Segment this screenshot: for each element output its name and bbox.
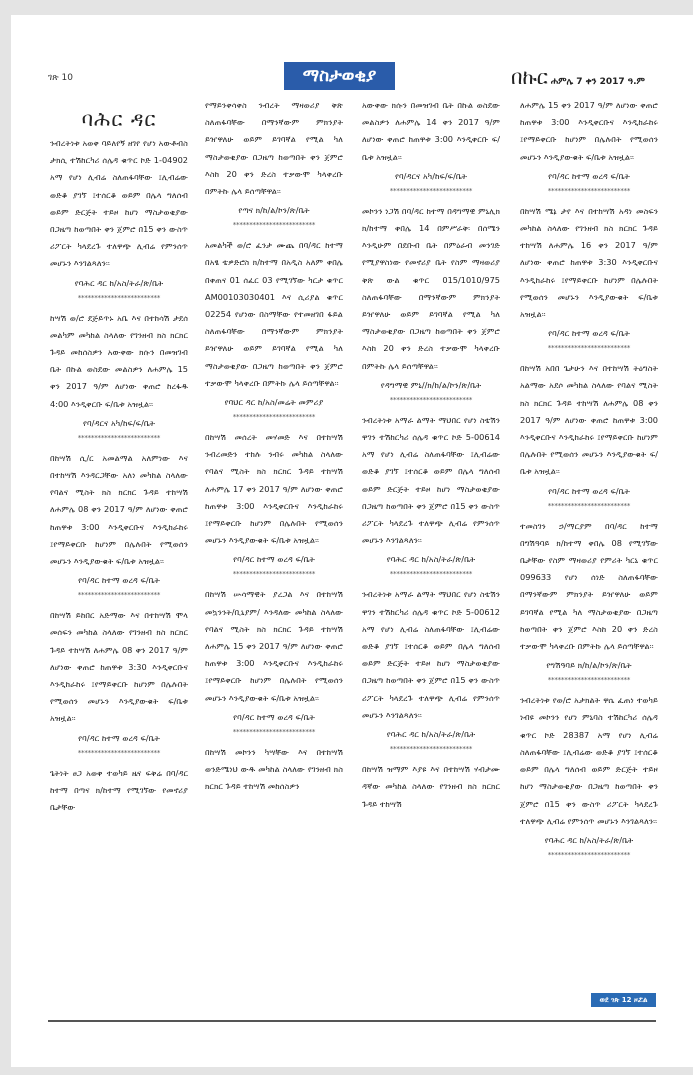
notice-text: በከሣሽ ሡሳማዊት ያረጋል እና በተከሣሽ መኳንንት/ቢኒያም/ እንዳለው መካከል ስላለው የባልና ሚስት ክስ ክርክር ጉዳይ ተከሣሽ ለሐምሌ 15 ቀን 2017 ዓ/ም ለሆነው ቀጠሮ ከጠዋቱ 3:00 እንዲቀርቡና እንዲከራከሩ ፤የማይቀርቡ ከሆነም በሌሉበት የሚወሰን መሆኑን እንዲያውቁት ፍ/ቤቱ አዝዟል፡፡: [205, 589, 343, 703]
notice-text: ንብረትነቱ የወ/ሮ አታክልት ዋሴ ፈጠነ ተወካይ ነብዩ መኮንን የሆነ ምኒባስ ተሽከርካሪ ሰሌዳ ቁጥር ኮድ 28387 አማ የሆነ ሊብሬ ስለጠፋባቸው ፤ሊብሬው ወድቆ ያገኘ ፤ተሰርቆ ወይም በሌላ ግለሰብ ወይም ድርጅት ተይዞ ከሆነ ማስታወቂያው በጋዜጣ ከወጣበት ቀን ጀምሮ በ15 ቀን ውስጥ ሪፖርት ካላደረጉ ተለዋጭ ሊብሬ የምንሰጥ መሆኑን እንገልጻለን፡፡: [520, 695, 658, 826]
notice-text: በከሣሽ ሲ/ር አመልማል አለምነው እና በተከሣሽ እንዳርጋቸው አለነ መካከል ስላለው የባልና ሚስት ክስ ክርክር ጉዳይ ተከሣሽ ለሐምሌ 08 ቀን 2017 ዓ/ም ለሆነው ቀጠሮ ከጠዋቱ 3:00 እንዲቀርቡና እንዲከራከሩ ፤የማይቀርቡ ከሆነም በሌሉበት የሚወሰን መሆኑን እንዲያውቁት ፍ/ቤቱ አዝዟል፡፡: [50, 452, 188, 567]
notice-signature: የባህር ዳር ከ/አስ/መሬት መምሪያ: [224, 397, 324, 408]
notice-signature: የባ/ዳር ከተማ ወረዳ ፍ/ቤት: [548, 485, 630, 496]
star-separator: *************************: [389, 395, 473, 404]
star-separator: *************************: [77, 433, 161, 442]
bottom-divider: [48, 1020, 656, 1022]
star-separator: *************************: [77, 591, 161, 600]
notice-text: ንብረትነቱ አማራ ልማት ማህበር የሆነ ስቴሽን ዋገን ተሽከርካሪ ሰሌዳ ቁጥር ኮድ 5-00614 አማ የሆነ ሊብሬ ስለጠፋባቸው ፤ሊብሬው ወድቆ ያገኘ ፤ተሰርቆ ወይም በሌላ ግለሰብ ወይም ድርጅት ተይዞ ከሆነ ማስታወቂያው በጋዜጣ ከወጣበት ቀን ጀምሮ በ15 ቀን ውስጥ ሪፖርት ካላደረጉ ተለዋጭ ሊብሬ የምንሰጥ መሆኑን እንገልጻለን፡፡: [362, 414, 500, 546]
notice-text: በከሣሽ መሰረት መሃመድ እና በተከሣሽ ንብረመድን ተከሉ ንብሩ መካከል ስላለው የባልና ሚስት ክስ ክርክር ጉዳይ ተከሣሽ ለሐምሌ 17 ቀን 2017 ዓ/ም ለሆነው ቀጠሮ ከጠዋቱ 3:00 እንዲቀርቡና እንዲከራከሩ ፤የማይቀርቡ ከሆነም በሌሉበት የሚወሰን መሆኑን እንዲያውቁት ፍ/ቤቱ አዝዟል፡፡: [205, 432, 343, 546]
notice-text: በከሣሽ ዝማም እያዩ እና በተከሣሽ ሃብታሙ ዳኛው መካከል ስላለው የገንዘብ ክስ ክርክር ጉዳይ ተከሣሽ: [362, 764, 500, 809]
column-3: [362, 97, 500, 1014]
notice-columns: [50, 97, 660, 1014]
notice-text: ጌትነት ፀጋ አወቀ ተወካይ ዜና ፍቅሬ በባ/ዳር ከተማ በጣና ክ/ከተማ የሚገኘው የመኖሪያ ቤታቸው: [50, 767, 188, 813]
star-separator: *************************: [547, 676, 631, 685]
notice-signature: የባሕር ዳር ከ/አስ/ትራ/ጽ/ቤት: [74, 277, 164, 288]
section-title: ማስታወቂያ: [284, 62, 395, 90]
star-separator: *************************: [547, 501, 631, 510]
star-separator: *************************: [232, 413, 316, 422]
notice-signature: የባ/ዳር ከተማ ወረዳ ፍ/ቤት: [78, 575, 160, 586]
star-separator: *************************: [389, 186, 473, 195]
notice-signature: የባ/ዳርና አካ/ከፍ/ፍ/ቤት: [82, 417, 156, 428]
newspaper-page: [11, 15, 693, 1067]
star-separator: *************************: [77, 293, 161, 302]
page-header: [11, 15, 693, 95]
notice-text: በከሣሽ መኮንን ካሣቸው እና በተከሣሽ ወንድሜነህ ውዱ መካከል ስላለው የገንዘብ ክስ ክርክር ጉዳይ ተከሣሽ መከሰስዎን: [205, 746, 343, 792]
notice-text: በከሣሽ ሜኔ ታየ እና በተከሣሽ አዳነ መስፍን መካከል ስላለው የገንዘብ ክስ ክርክር ጉዳይ ተከሣሽ ለሐምሌ 16 ቀን 2017 ዓ/ም ለሆነው ቀጠሮ ከጠዋቱ 3:30 እንዲቀርቡና እንዲከራከሩ ፤የማይቀርቡ ከሆነም በሌሉበት የሚወሰን መሆኑን እንዲያውቁት ፍ/ቤቱ አዝዟል፡፡: [520, 205, 658, 320]
notice-signature: የባ/ዳር ከተማ ወረዳ ፍ/ቤት: [78, 732, 160, 743]
notice-signature: የባ/ዳር ከተማ ወረዳ ፍ/ቤት: [548, 170, 630, 181]
notice-signature: የባሕር ዳር ከ/አስ/ትራ/ጽ/ቤት: [386, 729, 476, 740]
notice-signature: የጣና ክ/ከ/ል/ኮን/ጽ/ቤት: [238, 205, 310, 216]
notice-text: በከሣሽ ይከበር አድማው እና በተከሣሽ ሞላ መሰፍን መካከል ስላለው የገንዘብ ክስ ክርክር ጉዳይ ተከሣሽ ለሐምሌ 08 ቀን 2017 ዓ/ም ለሆነው ቀጠሮ ከጠዋቱ 3:30 እንዲቀርቡና እንዲከራከሩ ፤የማይቀርቡ ከሆነም በሌሉበት የሚወሰን መሆኑን እንዲያውቁት ፍ/ቤቱ አዝዟል፡፡: [50, 610, 188, 724]
notice-signature: የዳግማዊ ምኒ//ክ/ከ/ል/ኮን/ጽ/ቤት: [380, 379, 482, 390]
star-separator: *************************: [232, 727, 316, 736]
star-separator: *************************: [389, 745, 473, 754]
masthead: [511, 65, 645, 89]
issue-date: ሐምሌ 7 ቀን 2017 ዓ.ም: [550, 77, 645, 87]
star-separator: *************************: [232, 221, 316, 230]
notice-signature: የባ/ዳር ከተማ ወረዳ ፍ/ቤት: [233, 554, 315, 565]
notice-signature: የባሕር ዳር ከ/አስ/ትራ/ጽ/ቤት: [544, 834, 634, 845]
notice-text: ንብረትነቱ አወቀ ባይለየኝ ዘገየ የሆነ አውቶብስ ታክሲ ተሽከርካሪ ሰሌዳ ቁጥር ኮድ 1-04902 አማ የሆነ ሊብሬ ስለጠፋባቸው ፤ሊብሬው ወድቆ ያገኘ ፤ተሰርቆ ወይም በሌላ ግለሰብ ወይም ድርጅት ተይዞ ከሆነ ማስታወቂያው በጋዜጣ ከወጣበት ቀን ጀምሮ በ15 ቀን ውስጥ ሪፖርት ካላደረጉ ተለዋጭ ሊብሬ የምንሰጥ መሆኑን እንገልጻለን፡፡: [50, 138, 188, 269]
paper-name: በኩር: [511, 65, 548, 89]
star-separator: *************************: [232, 570, 316, 579]
notice-text: ለሐምሌ 15 ቀን 2017 ዓ/ም ለሆነው ቀጠሮ ከጠዋቱ 3:00 እንዲቀርቡና እንዲከራከሩ ፤የማይቀርቡ ከሆነም በሌሉበት የሚወሰን መሆኑን እንዲያውቁት ፍ/ቤቱ አዝዟል፡፡: [520, 100, 658, 162]
star-separator: *************************: [547, 344, 631, 353]
notice-signature: የባሕር ዳር ከ/አስ/ትራ/ጽ/ቤት: [386, 554, 476, 565]
star-separator: *************************: [547, 186, 631, 195]
notice-text: መኮንን ነጋሽ በባ/ዳር ከተማ በዳግማዊ ምኒሊክ ክ/ከተማ ቀበሌ 14 በምሥራቅ፡ በሰሜን እንዲሁም በደቡብ ቤት በምዕራብ መንገድ የሚያዋስነው የመኖሪያ ቤት የስም ማዛወሪያ ቅጽ ውል ቁጥር 015/1010/975 ስለጠፋባቸው በማንኛውም ምክንያት ይዠዋለሁ ወይም ይገባኛል የሚል ካለ ማስታወቂያው በጋዜጣ ከወጣበት ቀን ጀምሮ እስከ 20 ቀን ድረስ ተቃውሞ ካላቀረቡ በምትኩ ሌላ ይሰጣቸዋል፡፡: [362, 205, 500, 371]
notice-text: ከሣሽ ወ/ሮ ደጅይጥኑ አቤ እና በተከሳሽ ታደሰ መልካም መካከል ስላለው የገንዘብ ክስ ክርክር ጉዳይ መከሰስዎን አውቀው ክሱን በመዝገብ ቤት በኩል ወስደው መልስዎን ለሐምሌ 15 ቀን 2017 ዓ/ም ለሆነው ቀጠሮ ከረፋዱ 4:00 እንዲቀርቡ ፍ/ቤቱ አዝዟል፡፡: [50, 312, 188, 409]
column-heading: ባሕር ዳር: [81, 107, 157, 131]
notice-text: አውቀው ክሱን በመዝገብ ቤት በኩል ወስደው መልስዎን ለሐምሌ 14 ቀን 2017 ዓ/ም ለሆነው ቀጠሮ ከጠዋቱ 3:00 እንዲቀርቡ ፍ/ቤቱ አዝዟል፡፡: [362, 100, 500, 162]
notice-signature: የግሽዓባይ ክ/ከ/ል/ኮን/ጽ/ቤት: [546, 660, 632, 671]
notice-text: ንብረትነቱ አማራ ልማት ማህበር የሆነ ስቴሽን ዋገን ተሽከርካሪ ሰሌዳ ቁጥር ኮድ 5-00612 አማ የሆነ ሊብሬ ስለጠፋባቸው ፤ሊብሬው ወድቆ ያገኘ ፤ተሰርቆ ወይም በሌላ ግለሰብ ወይም ድርጅት ተይዞ ከሆነ ማስታወቂያው በጋዜጣ ከወጣበት ቀን ጀምሮ በ15 ቀን ውስጥ ሪፖርት ካላደረጉ ተለዋጭ ሊብሬ የምንሰጥ መሆኑን እንገልጻለን፡፡: [362, 589, 500, 720]
star-separator: *************************: [547, 850, 631, 859]
star-separator: *************************: [389, 570, 473, 579]
notice-text: በከሣሽ አበበ ጌታሁን እና በተከሣሽ ትዕግስት አልማው አደሶ መካከል ስላለው የባልና ሚስት ክስ ክርክር ጉዳይ ተከሣሽ ለሐምሌ 08 ቀን 2017 ዓ/ም ለሆነው ቀጠሮ ከጠዋቱ 3:00 እንዲቀርቡና እንዲከራከሩ ፤የማይቀርቡ ከሆነም በሌሉበት የሚወሰን መሆኑን እንዲያውቁት ፍ/ቤቱ አዝዟል፡፡: [520, 363, 658, 477]
notice-signature: የባ/ዳርና አካ/ከፍ/ፍ/ቤት: [394, 170, 468, 181]
column-4: [520, 97, 658, 1014]
column-1: [50, 97, 188, 1014]
notice-signature: የባ/ዳር ከተማ ወረዳ ፍ/ቤት: [233, 711, 315, 722]
notice-text: ተመስገን ኃ/ማርያም በባ/ዳር ከተማ በግሽዓባይ ክ/ከተማ ቀበሌ 08 የሚገኘው ቤታቸው የስም ማዛወሪያ የምሪት ካርኒ ቁጥር 099633 የሆነ ሰነድ ስለጠፋባቸው በማንኛውም ምክንያት ይዠዋለሁ ወይም ይገባኛል የሚል ካለ ማስታወቂያው በጋዜጣ ከወጣበት ቀን ጀምሮ እስከ 20 ቀን ድረስ ተቃውሞ ካላቀረቡ በምትኩ ሌላ ይሰጣቸዋል፡፡: [520, 520, 658, 652]
continued-on-page-label: ወደ ገጽ 12 ዞሯል: [591, 993, 656, 1007]
notice-text: አመልካች ወ/ሮ ፈንታ ሙጨ በባ/ዳር ከተማ በአፄ ቴዎድሮስ ክ/ከተማ በአዲስ አለም ቀበሌ በቀጠና 01 ሰፈር 03 የሚገኘው ካርታ ቁጥር AM00103030401 እና ሲሪያል ቁጥር 02254 የሆነው በስማቸው የተመዘገበ ፋይል ስለጠፋባቸው በማንኛውም ምክንያት ይዠዋለሁ ወይም ይገባኛል የሚል ካለ ማስታወቂያው በጋዜጣ ከወጣበት ቀን ጀምሮ ተቃውሞ ካላቀረቡ በምትኩ ሌላ ይሰጣቸዋል፡፡: [205, 240, 343, 388]
page-number: ገጽ 10: [48, 73, 74, 83]
column-2: [205, 97, 343, 1014]
notice-text: የማይንቀሳቀስ ንብረት ማዛወሪያ ቅጽ ስለጠፋባቸው በማንኛውም ምክንያት ይዠዋለሁ ወይም ይገባኛል የሚል ካለ ማስታወቂያው በጋዜጣ ከወጣበት ቀን ጀምሮ እስከ 20 ቀን ድረስ ተቃውሞ ካላቀረቡ በምትኩ ሌላ ይሰጣቸዋል፡፡: [205, 100, 343, 197]
notice-signature: የባ/ዳር ከተማ ወረዳ ፍ/ቤት: [548, 328, 630, 339]
star-separator: *************************: [77, 748, 161, 757]
